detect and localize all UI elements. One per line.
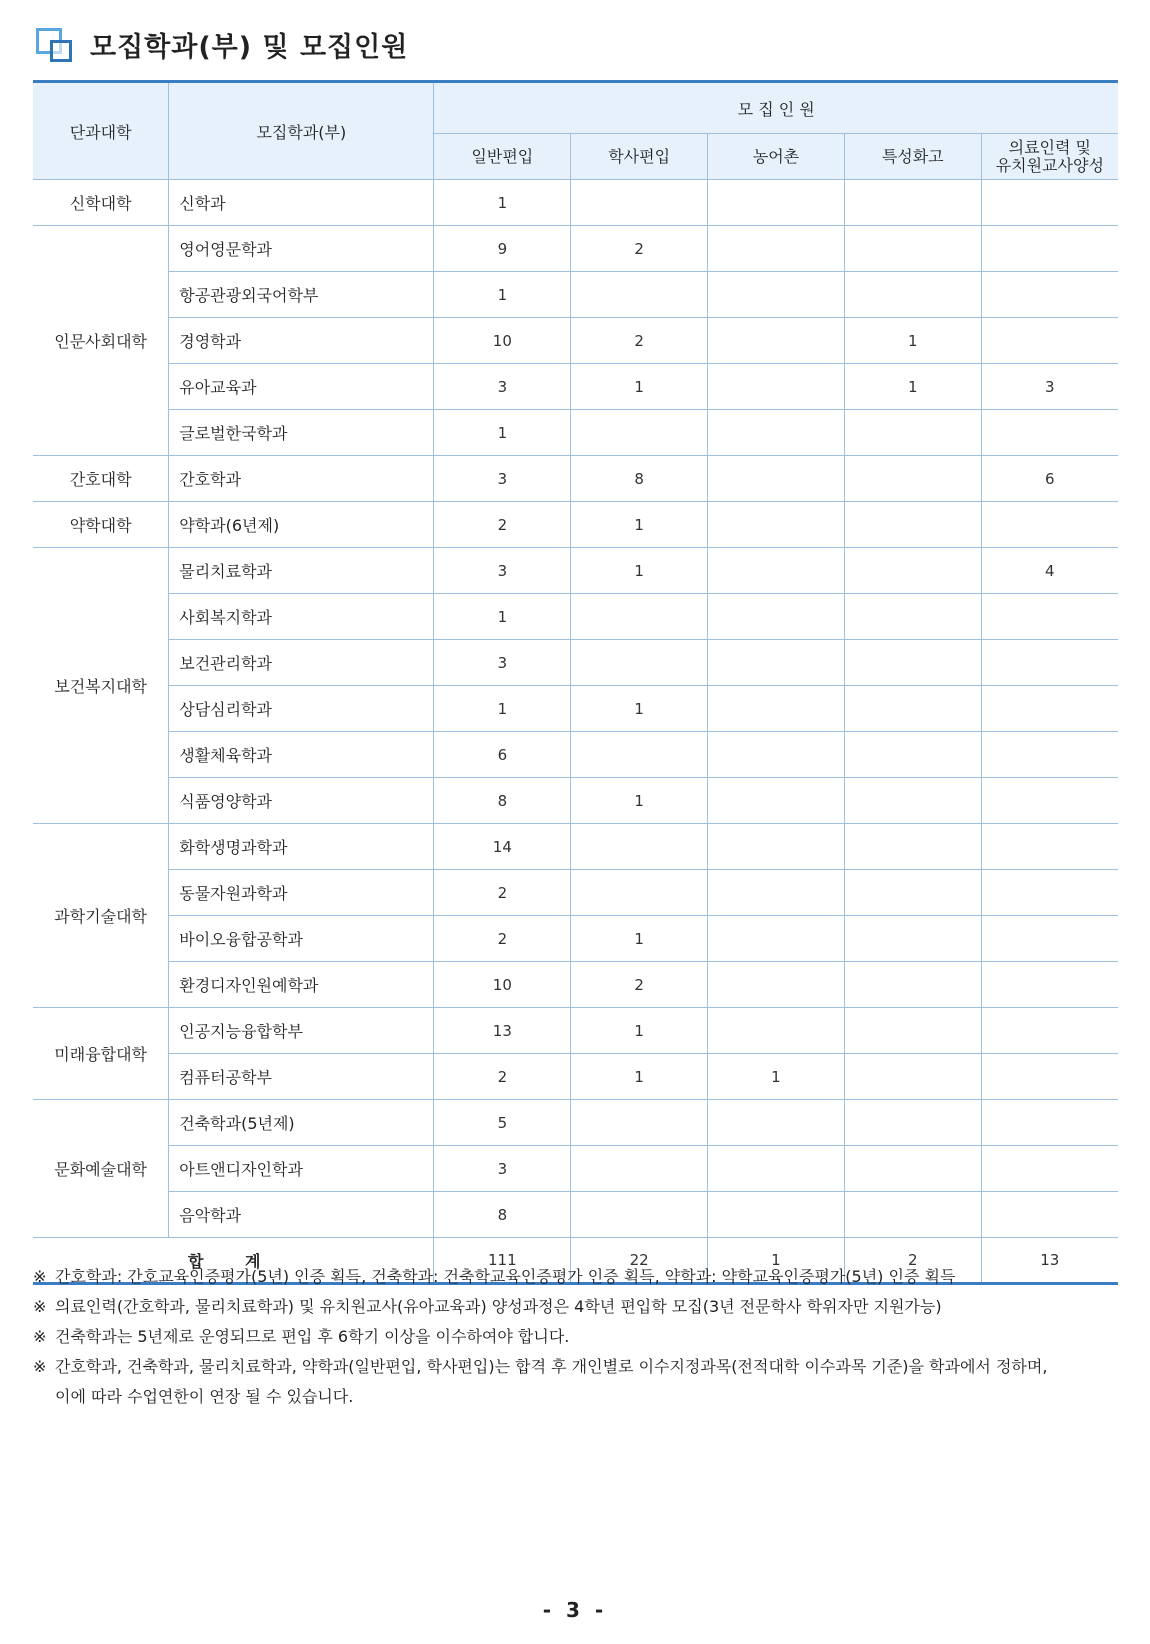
table-row xyxy=(33,962,1118,1008)
notes xyxy=(33,1262,1123,1412)
special-count-cell xyxy=(844,1008,981,1054)
note-item xyxy=(33,1262,1123,1292)
medical-count-cell: 6 xyxy=(981,456,1118,502)
special-count-cell xyxy=(844,962,981,1008)
bachelor-count-cell xyxy=(571,1192,708,1238)
note-item xyxy=(33,1322,1123,1352)
bachelor-count-cell: 1 xyxy=(571,548,708,594)
special-count-cell xyxy=(844,272,981,318)
table-row xyxy=(33,318,1118,364)
general-count-cell: 10 xyxy=(434,318,571,364)
general-count-cell: 1 xyxy=(434,180,571,226)
bachelor-count-cell: 1 xyxy=(571,686,708,732)
college-cell: 보건복지대학 xyxy=(33,548,169,824)
general-count-cell: 1 xyxy=(434,272,571,318)
rural-count-cell xyxy=(708,640,845,686)
dept-cell: 동물자원과학과 xyxy=(169,870,434,916)
bachelor-count-cell xyxy=(571,180,708,226)
table-body xyxy=(33,180,1118,1238)
bachelor-count-cell xyxy=(571,824,708,870)
general-count-cell: 1 xyxy=(434,410,571,456)
dept-cell: 영어영문학과 xyxy=(169,226,434,272)
note-mark: ※ xyxy=(33,1297,47,1316)
bachelor-count-cell: 2 xyxy=(571,318,708,364)
table-row xyxy=(33,824,1118,870)
medical-count-cell xyxy=(981,732,1118,778)
general-count-cell: 10 xyxy=(434,962,571,1008)
bachelor-count-cell: 1 xyxy=(571,1054,708,1100)
bachelor-count-cell: 1 xyxy=(571,1008,708,1054)
general-count-cell: 2 xyxy=(434,916,571,962)
special-count-cell xyxy=(844,1100,981,1146)
header-medical-line2: 유치원교사양성 xyxy=(995,155,1104,175)
general-count-cell: 13 xyxy=(434,1008,571,1054)
medical-count-cell: 3 xyxy=(981,364,1118,410)
section-square-icon xyxy=(34,26,74,62)
header-medical xyxy=(981,134,1118,180)
college-cell: 신학대학 xyxy=(33,180,169,226)
table-row xyxy=(33,456,1118,502)
special-count-cell xyxy=(844,1146,981,1192)
section-title-text: 모집학과(부) 및 모집인원 xyxy=(90,31,409,63)
medical-count-cell xyxy=(981,1008,1118,1054)
rural-count-cell xyxy=(708,916,845,962)
rural-count-cell xyxy=(708,778,845,824)
medical-count-cell xyxy=(981,1146,1118,1192)
note-text: 의료인력(간호학과, 물리치료학과) 및 유치원교사(유아교육과) 양성과정은 4학년 편입학 모집(3년 전문학사 학위자만 지원가능) xyxy=(55,1297,942,1316)
general-count-cell: 2 xyxy=(434,1054,571,1100)
special-count-cell xyxy=(844,640,981,686)
general-count-cell: 6 xyxy=(434,732,571,778)
special-count-cell xyxy=(844,456,981,502)
dept-cell: 사회복지학과 xyxy=(169,594,434,640)
bachelor-count-cell: 2 xyxy=(571,226,708,272)
header-recruitment-group: 모 집 인 원 xyxy=(434,82,1118,134)
table-row xyxy=(33,272,1118,318)
rural-count-cell xyxy=(708,502,845,548)
special-count-cell xyxy=(844,410,981,456)
medical-count-cell xyxy=(981,824,1118,870)
rural-count-cell xyxy=(708,364,845,410)
table-row xyxy=(33,916,1118,962)
rural-count-cell xyxy=(708,732,845,778)
bachelor-count-cell xyxy=(571,272,708,318)
general-count-cell: 3 xyxy=(434,364,571,410)
dept-cell: 경영학과 xyxy=(169,318,434,364)
rural-count-cell xyxy=(708,1008,845,1054)
header-dept: 모집학과(부) xyxy=(169,82,434,180)
dept-cell: 물리치료학과 xyxy=(169,548,434,594)
general-count-cell: 3 xyxy=(434,1146,571,1192)
rural-count-cell xyxy=(708,824,845,870)
total-general: 111 xyxy=(434,1238,571,1284)
header-college: 단과대학 xyxy=(33,82,169,180)
note-text xyxy=(55,1352,1123,1412)
table-row xyxy=(33,594,1118,640)
dept-cell: 보건관리학과 xyxy=(169,640,434,686)
special-count-cell: 1 xyxy=(844,364,981,410)
rural-count-cell xyxy=(708,962,845,1008)
dept-cell: 간호학과 xyxy=(169,456,434,502)
rural-count-cell xyxy=(708,1146,845,1192)
medical-count-cell xyxy=(981,870,1118,916)
medical-count-cell xyxy=(981,778,1118,824)
bachelor-count-cell: 8 xyxy=(571,456,708,502)
table-row xyxy=(33,1008,1118,1054)
medical-count-cell xyxy=(981,226,1118,272)
table-row xyxy=(33,1100,1118,1146)
special-count-cell xyxy=(844,502,981,548)
header-bachelor: 학사편입 xyxy=(571,134,708,180)
dept-cell: 항공관광외국어학부 xyxy=(169,272,434,318)
table-row xyxy=(33,778,1118,824)
medical-count-cell xyxy=(981,686,1118,732)
rural-count-cell xyxy=(708,456,845,502)
general-count-cell: 5 xyxy=(434,1100,571,1146)
dept-cell: 식품영양학과 xyxy=(169,778,434,824)
dept-cell: 생활체육학과 xyxy=(169,732,434,778)
note-mark: ※ xyxy=(33,1327,47,1346)
special-count-cell xyxy=(844,594,981,640)
table-row xyxy=(33,870,1118,916)
dept-cell: 컴퓨터공학부 xyxy=(169,1054,434,1100)
note-item xyxy=(33,1352,1123,1412)
rural-count-cell xyxy=(708,226,845,272)
note-item xyxy=(33,1292,1123,1322)
dept-cell: 화학생명과학과 xyxy=(169,824,434,870)
bachelor-count-cell xyxy=(571,870,708,916)
note-mark: ※ xyxy=(33,1357,47,1376)
note-text: 간호학과: 간호교육인증평가(5년) 인증 획득, 건축학과: 건축학교육인증평가 인증 획득, 약학과: 약학교육인증평가(5년) 인증 획득 xyxy=(55,1267,956,1286)
dept-cell: 아트앤디자인학과 xyxy=(169,1146,434,1192)
table-row xyxy=(33,226,1118,272)
medical-count-cell xyxy=(981,916,1118,962)
special-count-cell xyxy=(844,732,981,778)
total-bachelor: 22 xyxy=(571,1238,708,1284)
college-cell: 과학기술대학 xyxy=(33,824,169,1008)
special-count-cell xyxy=(844,778,981,824)
admission-table xyxy=(33,80,1118,1285)
general-count-cell: 3 xyxy=(434,548,571,594)
special-count-cell: 1 xyxy=(844,318,981,364)
special-count-cell xyxy=(844,1192,981,1238)
header-special: 특성화고 xyxy=(844,134,981,180)
general-count-cell: 8 xyxy=(434,1192,571,1238)
page-number: - 3 - xyxy=(542,1598,608,1622)
college-cell: 약학대학 xyxy=(33,502,169,548)
section-title xyxy=(34,24,408,64)
note-mark: ※ xyxy=(33,1267,47,1286)
table-row xyxy=(33,686,1118,732)
medical-count-cell xyxy=(981,318,1118,364)
table-row xyxy=(33,548,1118,594)
medical-count-cell xyxy=(981,640,1118,686)
dept-cell: 바이오융합공학과 xyxy=(169,916,434,962)
table-row xyxy=(33,1146,1118,1192)
special-count-cell xyxy=(844,1054,981,1100)
bachelor-count-cell xyxy=(571,594,708,640)
rural-count-cell xyxy=(708,410,845,456)
header-medical-line1: 의료인력 및 xyxy=(1008,137,1091,157)
rural-count-cell xyxy=(708,318,845,364)
medical-count-cell xyxy=(981,272,1118,318)
college-cell: 문화예술대학 xyxy=(33,1100,169,1238)
table-row xyxy=(33,364,1118,410)
general-count-cell: 14 xyxy=(434,824,571,870)
bachelor-count-cell xyxy=(571,732,708,778)
general-count-cell: 8 xyxy=(434,778,571,824)
rural-count-cell xyxy=(708,272,845,318)
dept-cell: 약학과(6년제) xyxy=(169,502,434,548)
general-count-cell: 2 xyxy=(434,502,571,548)
dept-cell: 환경디자인원예학과 xyxy=(169,962,434,1008)
total-medical: 13 xyxy=(981,1238,1118,1284)
bachelor-count-cell: 1 xyxy=(571,916,708,962)
table-row xyxy=(33,640,1118,686)
bachelor-count-cell xyxy=(571,410,708,456)
rural-count-cell xyxy=(708,548,845,594)
medical-count-cell xyxy=(981,410,1118,456)
bachelor-count-cell xyxy=(571,1146,708,1192)
bachelor-count-cell: 1 xyxy=(571,502,708,548)
medical-count-cell xyxy=(981,180,1118,226)
special-count-cell xyxy=(844,916,981,962)
dept-cell: 글로벌한국학과 xyxy=(169,410,434,456)
table-row xyxy=(33,502,1118,548)
college-cell: 인문사회대학 xyxy=(33,226,169,456)
rural-count-cell xyxy=(708,870,845,916)
table-row xyxy=(33,180,1118,226)
table-row xyxy=(33,1054,1118,1100)
header-general: 일반편입 xyxy=(434,134,571,180)
bachelor-count-cell: 1 xyxy=(571,778,708,824)
dept-cell: 음악학과 xyxy=(169,1192,434,1238)
dept-cell: 유아교육과 xyxy=(169,364,434,410)
special-count-cell xyxy=(844,226,981,272)
table-row xyxy=(33,732,1118,778)
medical-count-cell xyxy=(981,962,1118,1008)
note-text-line2: 이에 따라 수업연한이 연장 될 수 있습니다. xyxy=(55,1387,354,1406)
medical-count-cell xyxy=(981,594,1118,640)
dept-cell: 상담심리학과 xyxy=(169,686,434,732)
special-count-cell xyxy=(844,870,981,916)
header-rural: 농어촌 xyxy=(708,134,845,180)
note-text-line1: 간호학과, 건축학과, 물리치료학과, 약학과(일반편입, 학사편입)는 합격 후 개인별로 이수지정과목(전적대학 이수과목 기준)을 학과에서 정하며, xyxy=(55,1357,1048,1376)
general-count-cell: 9 xyxy=(434,226,571,272)
dept-cell: 신학과 xyxy=(169,180,434,226)
special-count-cell xyxy=(844,824,981,870)
bachelor-count-cell xyxy=(571,1100,708,1146)
medical-count-cell xyxy=(981,1100,1118,1146)
rural-count-cell xyxy=(708,686,845,732)
general-count-cell: 3 xyxy=(434,456,571,502)
college-cell: 간호대학 xyxy=(33,456,169,502)
special-count-cell xyxy=(844,548,981,594)
general-count-cell: 3 xyxy=(434,640,571,686)
rural-count-cell: 1 xyxy=(708,1054,845,1100)
dept-cell: 인공지능융합학부 xyxy=(169,1008,434,1054)
total-label: 합 계 xyxy=(187,1251,279,1271)
medical-count-cell xyxy=(981,1054,1118,1100)
dept-cell: 건축학과(5년제) xyxy=(169,1100,434,1146)
general-count-cell: 1 xyxy=(434,686,571,732)
general-count-cell: 2 xyxy=(434,870,571,916)
rural-count-cell xyxy=(708,594,845,640)
bachelor-count-cell: 1 xyxy=(571,364,708,410)
total-rural: 1 xyxy=(708,1238,845,1284)
total-special: 2 xyxy=(844,1238,981,1284)
table-row xyxy=(33,410,1118,456)
note-text: 건축학과는 5년제로 운영되므로 편입 후 6학기 이상을 이수하여야 합니다. xyxy=(55,1327,570,1346)
special-count-cell xyxy=(844,180,981,226)
table-header xyxy=(33,82,1118,180)
table-row xyxy=(33,1192,1118,1238)
college-cell: 미래융합대학 xyxy=(33,1008,169,1100)
medical-count-cell xyxy=(981,502,1118,548)
rural-count-cell xyxy=(708,1100,845,1146)
rural-count-cell xyxy=(708,1192,845,1238)
special-count-cell xyxy=(844,686,981,732)
bachelor-count-cell: 2 xyxy=(571,962,708,1008)
bachelor-count-cell xyxy=(571,640,708,686)
medical-count-cell: 4 xyxy=(981,548,1118,594)
rural-count-cell xyxy=(708,180,845,226)
general-count-cell: 1 xyxy=(434,594,571,640)
medical-count-cell xyxy=(981,1192,1118,1238)
